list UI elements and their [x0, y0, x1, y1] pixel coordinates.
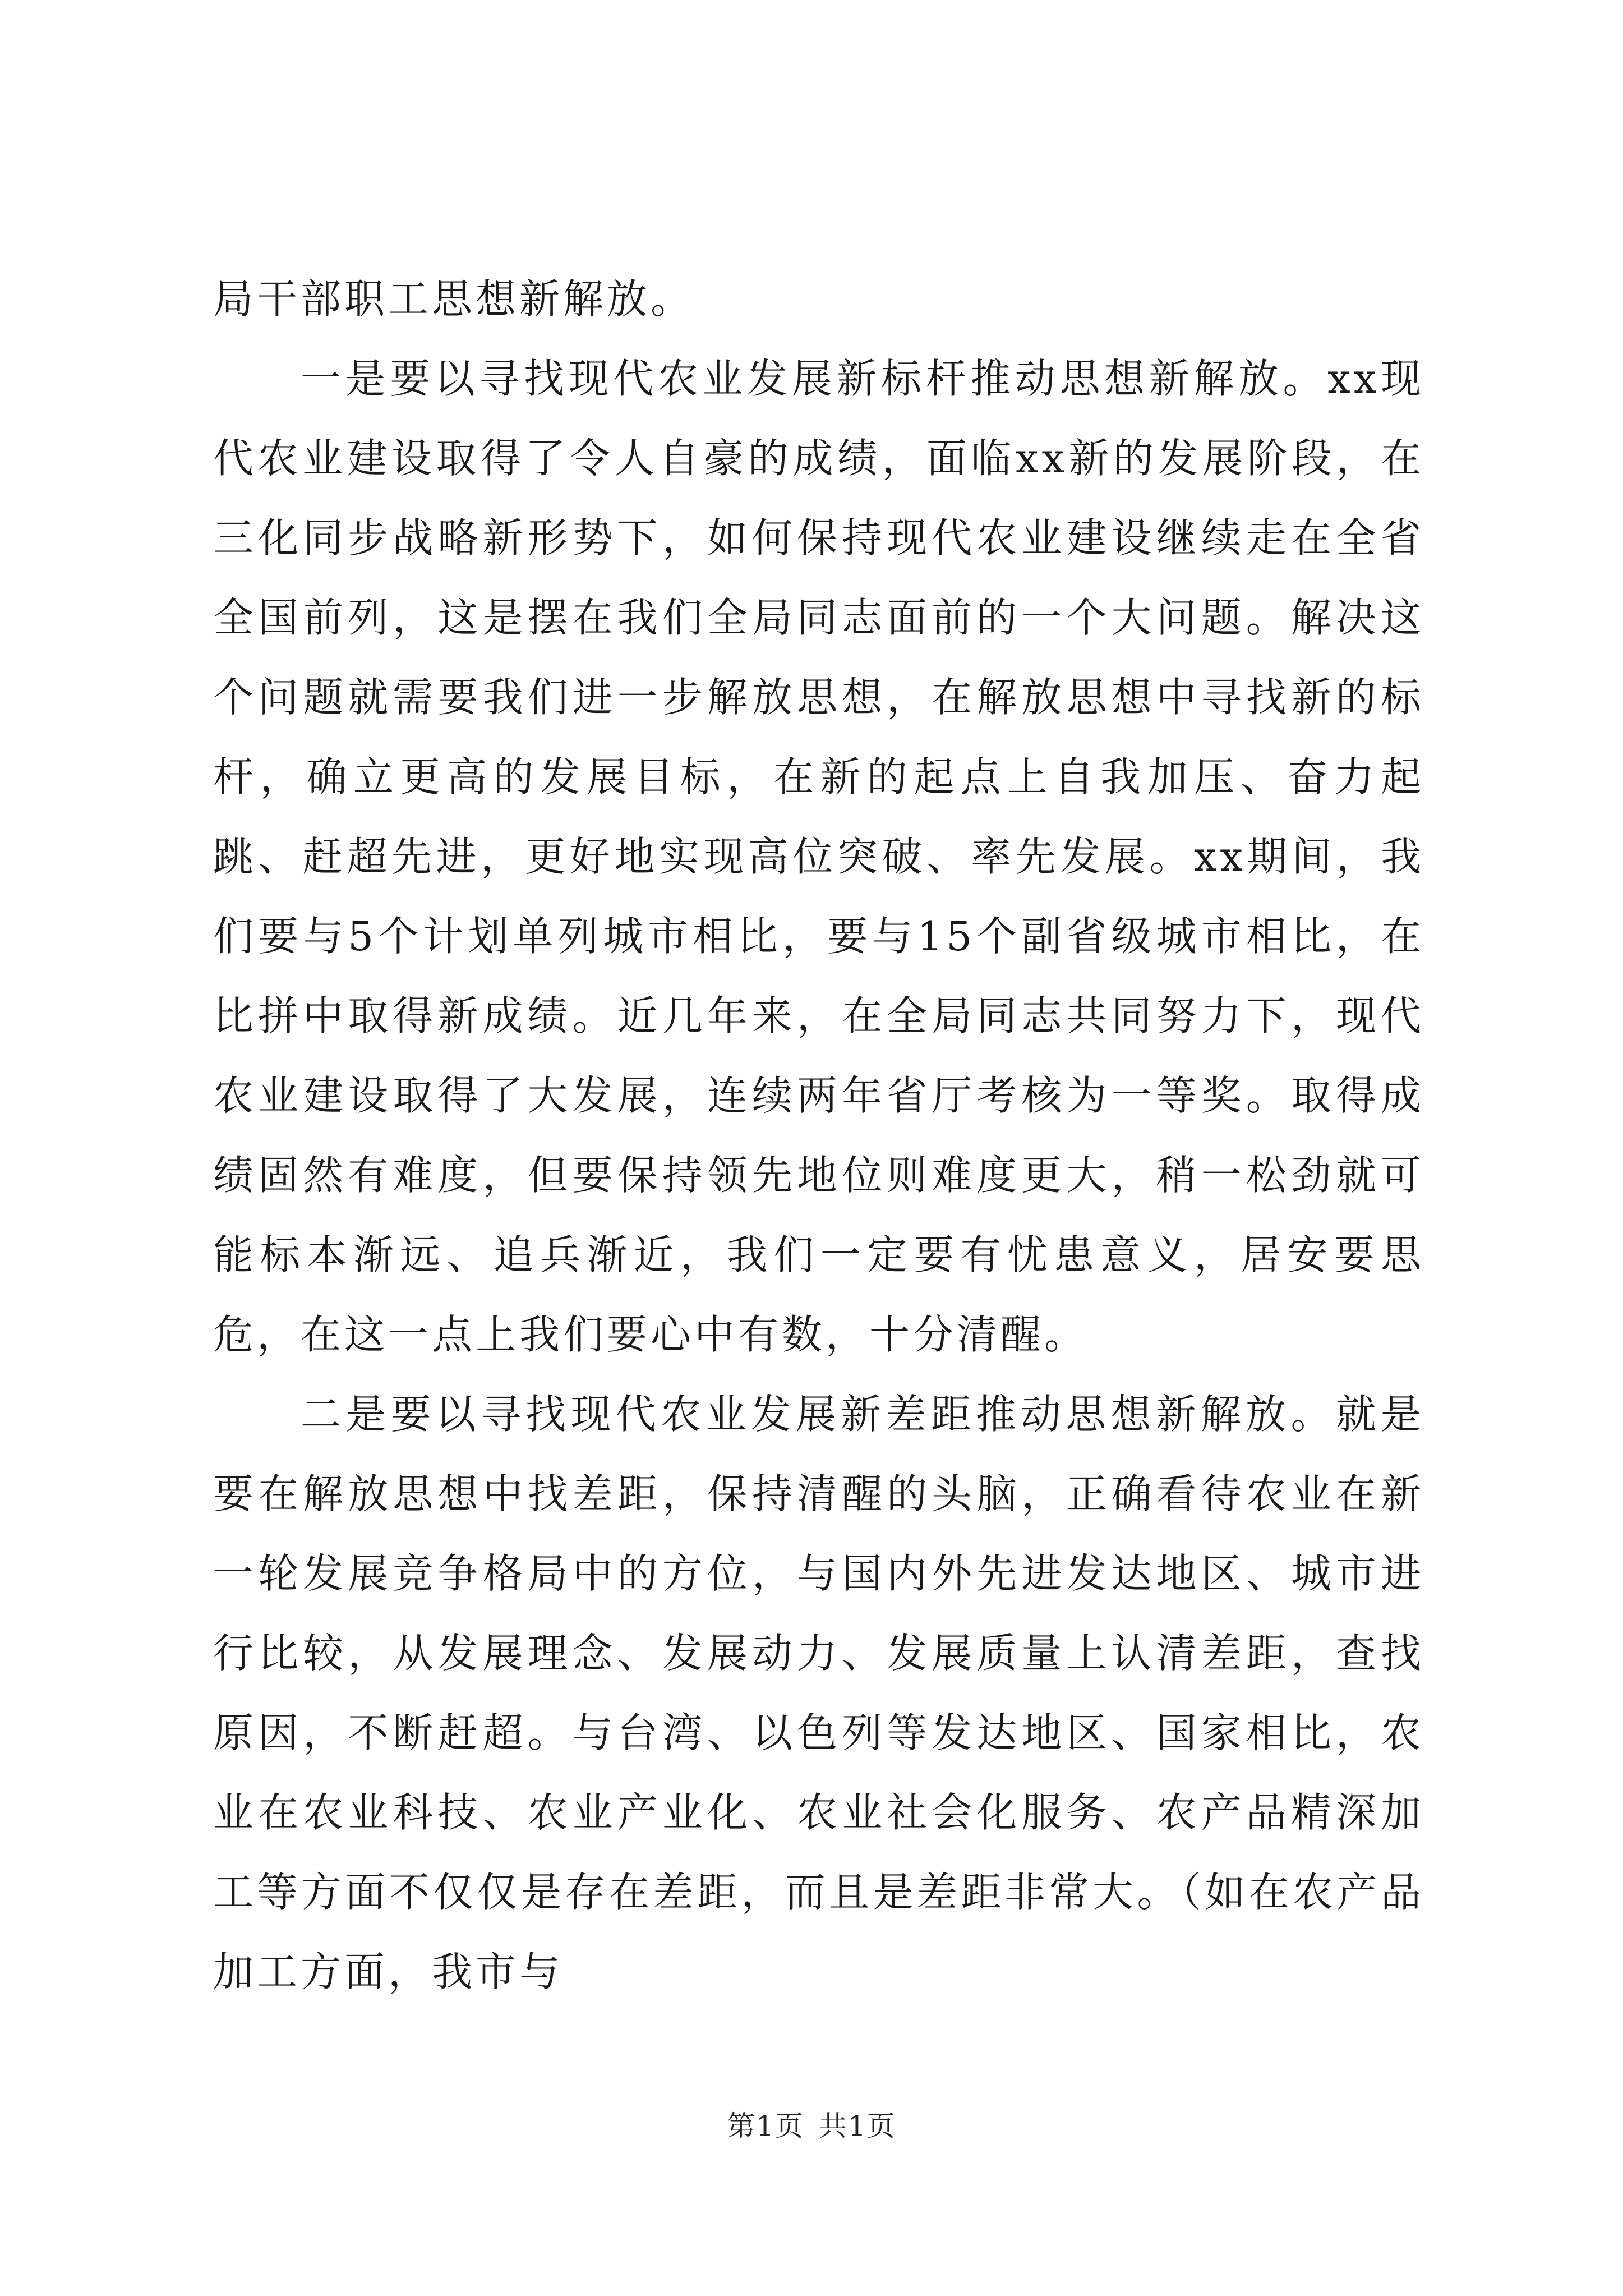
- page-number-current: 第1页: [727, 2110, 804, 2142]
- page-number-total: 共1页: [819, 2110, 896, 2142]
- paragraph-first-point: 一是要以寻找现代农业发展新标杆推动思想新解放。xx现代农业建设取得了令人自豪的成绩，面临xx新的发展阶段，在三化同步战略新形势下，如何保持现代农业建设继续走在全省全国前列，这是摆在我们全局同志面前的一个大问题。解决这个问题就需要我们进一步解放思想，在解放思想中寻找新的标杆，确立更高的发展目标，在新的起点上自我加压、奋力起跳、赶超先进，更好地实现高位突破、率先发展。xx期间，我们要与5个计划单列城市相比，要与15个副省级城市相比，在比拼中取得新成绩。近几年来，在全局同志共同努力下，现代农业建设取得了大发展，连续两年省厅考核为一等奖。取得成绩固然有难度，但要保持领先地位则难度更大，稍一松劲就可能标本渐远、追兵渐近，我们一定要有忧患意义，居安要思危，在这一点上我们要心中有数，十分清醒。: [213, 355, 1424, 1358]
- paragraph-second-point: 二是要以寻找现代农业发展新差距推动思想新解放。就是要在解放思想中找差距，保持清醒的头脑，正确看待农业在新一轮发展竞争格局中的方位，与国内外先进发达地区、城市进行比较，从发展理念、发展动力、发展质量上认清差距，查找原因，不断赶超。与台湾、以色列等发达地区、国家相比，农业在农业科技、农业产业化、农业社会化服务、农产品精深加工等方面不仅仅是存在差距，而且是差距非常大。（如在农产品加工方面，我市与: [213, 1391, 1424, 1995]
- page-footer: [0, 2108, 1623, 2144]
- document-body: [213, 259, 1424, 2012]
- paragraph-continuation: 局干部职工思想新解放。: [213, 275, 695, 323]
